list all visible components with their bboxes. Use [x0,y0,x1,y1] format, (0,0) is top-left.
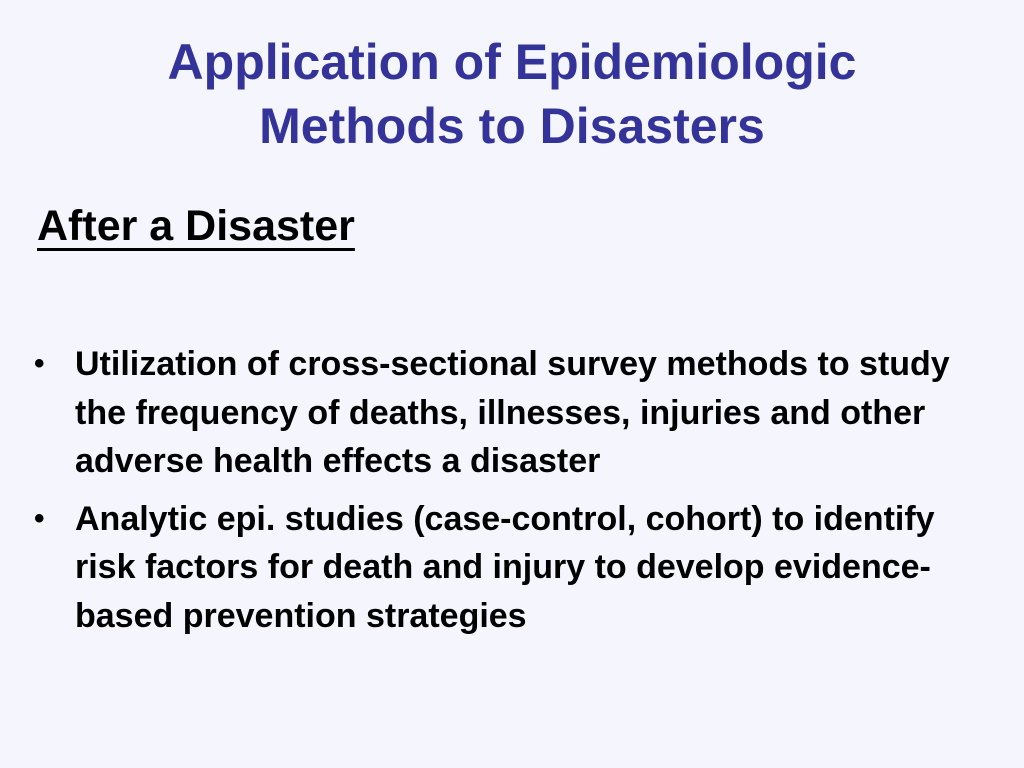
bullet-list [0,340,1000,649]
bullet-item-1 [0,340,1000,486]
slide-title-line-2: Methods to Disasters [259,98,765,154]
bullet-icon: • [34,347,45,380]
slide-title [0,30,1024,158]
bullet-icon: • [34,501,45,535]
bullet-text: Analytic epi. studies (case-control, cohort) to identify risk factors for death and injury to develop evidence-based prevention strategies [75,499,935,635]
section-subheading: After a Disaster [37,202,355,250]
slide-title-line-1: Application of Epidemiologic [167,34,857,90]
bullet-text: Utilization of cross-sectional survey methods to study the frequency of deaths, illnesses, injuries and other adverse health effects a disaster [75,345,950,480]
bullet-item-2 [0,495,1000,641]
